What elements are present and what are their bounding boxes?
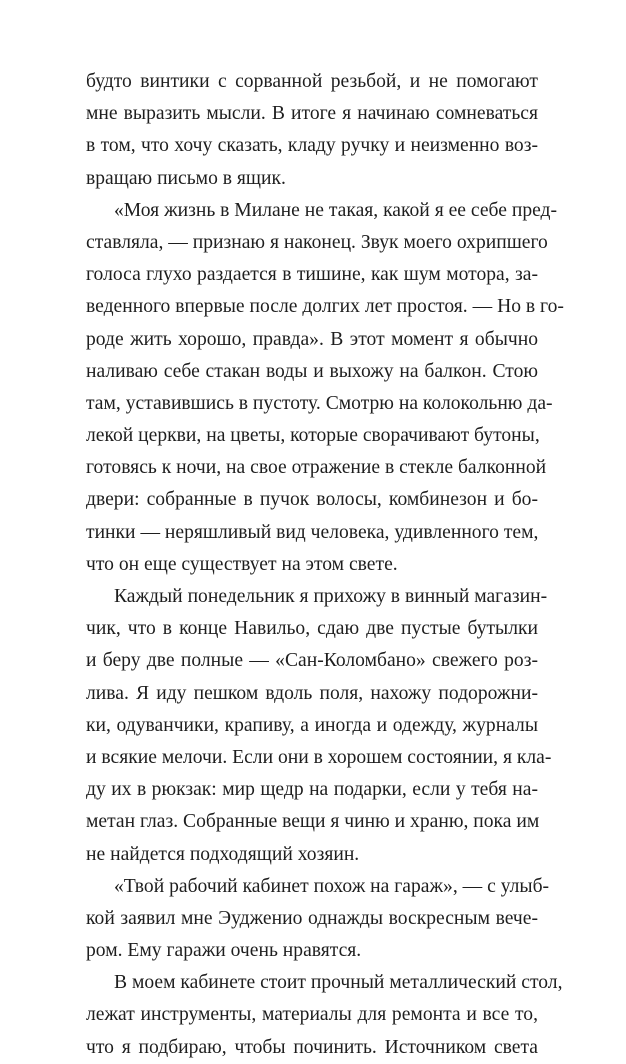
text-line: что он еще существует на этом свете. [86, 553, 398, 575]
text-line: мне выразить мысли. В итоге я начинаю сомневаться [86, 103, 538, 125]
text-line: чик, что в конце Навильо, сдаю две пустые бутылки [86, 618, 538, 640]
text-line: роде жить хорошо, правда». В этот момент я обычно [86, 328, 538, 350]
text-line: тинки — неряшливый вид человека, удивленного тем, [86, 521, 539, 543]
paragraph [86, 195, 564, 581]
body-text [86, 66, 564, 1064]
text-line: лива. Я иду пешком вдоль поля, нахожу подорожни- [86, 682, 538, 704]
text-line: лежат инструменты, материалы для ремонта и все то, [86, 1004, 538, 1026]
text-line: ки, одуванчики, крапиву, а иногда и одежду, журналы [86, 714, 538, 736]
text-line: там, уставившись в пустоту. Смотрю на колокольню да- [86, 392, 553, 414]
text-line: в том, что хочу сказать, кладу ручку и неизменно воз- [86, 135, 538, 157]
paragraph [86, 871, 550, 968]
text-line: что я подбираю, чтобы починить. Источником света [86, 1036, 538, 1058]
text-line: кой заявил мне Эудженио однажды воскресным вече- [86, 907, 538, 929]
paragraph [86, 66, 538, 195]
text-line: метан глаз. Собранные вещи я чиню и храню, пока им [86, 811, 540, 833]
paragraph [86, 967, 563, 1064]
text-line: наливаю себе стакан воды и выхожу на балкон. Стою [86, 360, 538, 382]
text-line: В моем кабинете стоит прочный металлический стол, [114, 972, 563, 994]
text-line: голоса глухо раздается в тишине, как шум мотора, за- [86, 264, 538, 286]
text-line: ром. Ему гаражи очень нравятся. [86, 940, 362, 962]
text-line: двери: собранные в пучок волосы, комбинезон и бо- [86, 489, 538, 511]
text-line: ду их в рюкзак: мир щедр на подарки, если у тебя на- [86, 779, 538, 801]
text-line: ставляла, — признаю я наконец. Звук моего охрипшего [86, 231, 548, 253]
text-line: будто винтики с сорванной резьбой, и не помогают [86, 71, 538, 92]
text-line: «Твой рабочий кабинет похож на гараж», — с улыб- [114, 875, 550, 897]
text-line: и беру две полные — «Сан-Коломбано» свежего роз- [86, 650, 538, 672]
text-line: и всякие мелочи. Если они в хорошем состоянии, я кла- [86, 746, 552, 768]
paragraph [86, 581, 552, 871]
text-line: не найдется подходящий хозяин. [86, 843, 360, 865]
text-line: готовясь к ночи, на свое отражение в стекле балконной [86, 457, 547, 479]
text-line: лекой церкви, на цветы, которые сворачивают бутоны, [86, 425, 540, 447]
text-line: «Моя жизнь в Милане не такая, какой я ее себе пред- [114, 199, 558, 221]
text-line: Каждый понедельник я прихожу в винный магазин- [114, 586, 548, 607]
text-line: вращаю письмо в ящик. [86, 167, 286, 189]
text-line: веденного впервые после долгих лет простоя. — Но в го- [86, 296, 564, 318]
